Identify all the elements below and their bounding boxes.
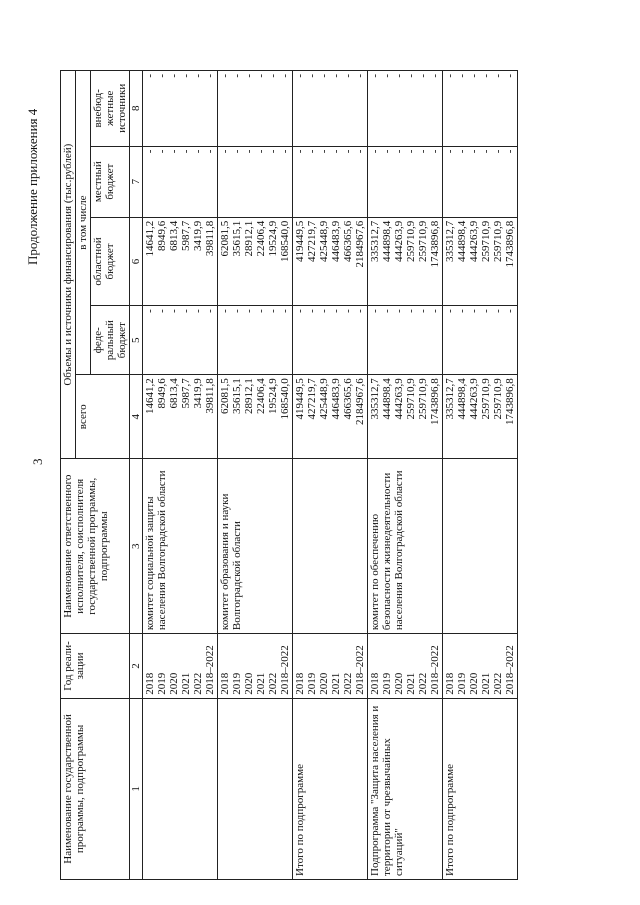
- header-including: в том числе: [76, 71, 91, 375]
- total-values: 14641,2 8949,6 6813,4 5987,7 3419,9 39811,8: [143, 375, 218, 459]
- col-index: 2: [130, 634, 143, 699]
- federal-values: - - - - - -: [368, 306, 443, 375]
- header-extrabudget: внебюд-жетные источники: [91, 71, 130, 147]
- col-index: 3: [130, 459, 143, 634]
- local-values: - - - - - -: [218, 146, 293, 217]
- executor: комитет социальной защиты населения Волгоградской области: [143, 459, 218, 634]
- col-index: 4: [130, 375, 143, 459]
- regional-values: 335312,7 444898,4 444263,9 259710,9 259710,9 1743896,8: [443, 217, 518, 305]
- regional-values: 335312,7 444898,4 444263,9 259710,9 259710,9 1743896,8: [368, 217, 443, 305]
- extrabudget-values: - - - - - -: [443, 71, 518, 147]
- header-federal: феде-ральный бюджет: [91, 306, 130, 375]
- col-index: 1: [130, 698, 143, 879]
- years: 2018 2019 2020 2021 2022 2018–2022: [443, 634, 518, 699]
- local-values: - - - - - -: [368, 146, 443, 217]
- extrabudget-values: - - - - - -: [293, 71, 368, 147]
- federal-values: - - - - - -: [443, 306, 518, 375]
- executor: комитет по обеспечению безопасности жизнедеятельности населения Волгоградской области: [368, 459, 443, 634]
- extrabudget-values: - - - - - -: [368, 71, 443, 147]
- extrabudget-values: - - - - - -: [218, 71, 293, 147]
- regional-values: 14641,2 8949,6 6813,4 5987,7 3419,9 39811,8: [143, 217, 218, 305]
- regional-values: 62081,5 35615,1 28912,1 22406,4 19524,9 168540,0: [218, 217, 293, 305]
- header-local: местный бюджет: [91, 146, 130, 217]
- header-program: Наименование государственной программы, подпрограммы: [61, 698, 130, 879]
- executor: [293, 459, 368, 634]
- page-number: 3: [30, 458, 45, 465]
- header-year: Год реали-зации: [61, 634, 130, 699]
- continuation-label: Продолжение приложения 4: [25, 108, 40, 265]
- table-row: [218, 71, 293, 880]
- years: 2018 2019 2020 2021 2022 2018–2022: [143, 634, 218, 699]
- years: 2018 2019 2020 2021 2022 2018–2022: [218, 634, 293, 699]
- total-values: 419449,5 427219,7 425448,9 446483,9 466365,6 2184967,6: [293, 375, 368, 459]
- program-name: Итого по подпрограмме: [443, 698, 518, 879]
- local-values: - - - - - -: [293, 146, 368, 217]
- total-values: 335312,7 444898,4 444263,9 259710,9 259710,9 1743896,8: [368, 375, 443, 459]
- executor: комитет образования и науки Волгоградской области: [218, 459, 293, 634]
- program-name: Итого по подпрограмме: [293, 698, 368, 879]
- years: 2018 2019 2020 2021 2022 2018–2022: [368, 634, 443, 699]
- federal-values: - - - - - -: [218, 306, 293, 375]
- program-name: Подпрограмма "Защита населения и территории от чрезвычайных ситуаций": [368, 698, 443, 879]
- regional-values: 419449,5 427219,7 425448,9 446483,9 466365,6 2184967,6: [293, 217, 368, 305]
- federal-values: - - - - - -: [293, 306, 368, 375]
- table-row: [368, 71, 443, 880]
- table-row: [143, 71, 218, 880]
- program-name: [143, 698, 218, 879]
- executor: [443, 459, 518, 634]
- header-volume: Объемы и источники финансирования (тыс.рублей): [61, 71, 76, 459]
- federal-values: - - - - - -: [143, 306, 218, 375]
- table-row: [293, 71, 368, 880]
- local-values: - - - - - -: [143, 146, 218, 217]
- extrabudget-values: - - - - - -: [143, 71, 218, 147]
- col-index: 7: [130, 146, 143, 217]
- header-executor: Наименование ответственного исполнителя, соисполнителя государственной программы, подпрограммы: [61, 459, 130, 634]
- col-index: 5: [130, 306, 143, 375]
- total-values: 62081,5 35615,1 28912,1 22406,4 19524,9 168540,0: [218, 375, 293, 459]
- table-row: [443, 71, 518, 880]
- program-name: [218, 698, 293, 879]
- total-values: 335312,7 444898,4 444263,9 259710,9 259710,9 1743896,8: [443, 375, 518, 459]
- financing-table: [60, 70, 518, 880]
- header-regional: областной бюджет: [91, 217, 130, 305]
- years: 2018 2019 2020 2021 2022 2018–2022: [293, 634, 368, 699]
- col-index: 6: [130, 217, 143, 305]
- header-total: всего: [76, 375, 130, 459]
- local-values: - - - - - -: [443, 146, 518, 217]
- col-index: 8: [130, 71, 143, 147]
